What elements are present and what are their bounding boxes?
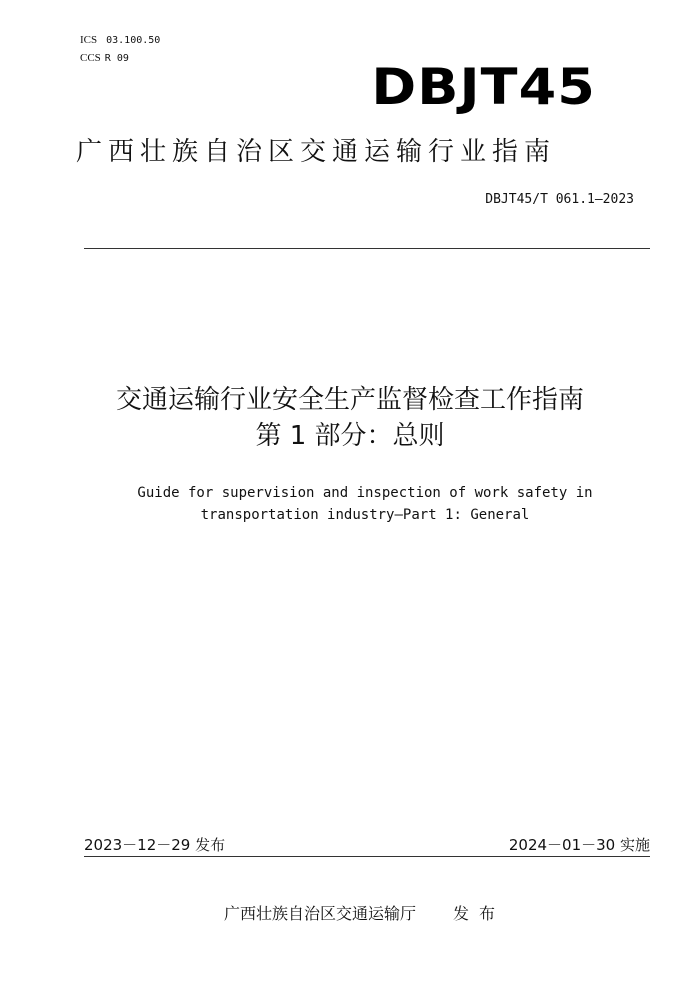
- title-zh-line-2: 第 1 部分：总则: [255, 421, 445, 451]
- bottom-divider: [84, 856, 650, 857]
- ics-code: 03.100.50: [106, 35, 161, 46]
- document-title-en: [0, 482, 700, 526]
- title-en-line-1: Guide for supervision and inspection of work safety in: [137, 485, 593, 501]
- issue-date: 2023－12－29 发布: [84, 836, 226, 854]
- ccs-code: R 09: [104, 53, 129, 64]
- publish-label: 发布: [453, 904, 506, 923]
- top-divider: [84, 248, 650, 249]
- title-en-line-2: transportation industry—Part 1: General: [200, 507, 530, 523]
- standard-logo: DBJT45: [371, 58, 596, 116]
- ccs-label: CCS: [80, 52, 101, 64]
- publisher-name: 广西壮族自治区交通运输厅: [224, 904, 417, 923]
- industry-title: 广西壮族自治区交通运输行业指南: [76, 137, 557, 167]
- ics-label: ICS: [80, 34, 98, 46]
- document-title-zh: [0, 382, 700, 454]
- ccs-line: [80, 51, 129, 66]
- ics-line: [80, 33, 160, 48]
- title-zh-line-1: 交通运输行业安全生产监督检查工作指南: [115, 385, 584, 415]
- implementation-date: 2024－01－30 实施: [508, 836, 650, 854]
- standard-number: DBJT45/T 061.1—2023: [485, 192, 634, 207]
